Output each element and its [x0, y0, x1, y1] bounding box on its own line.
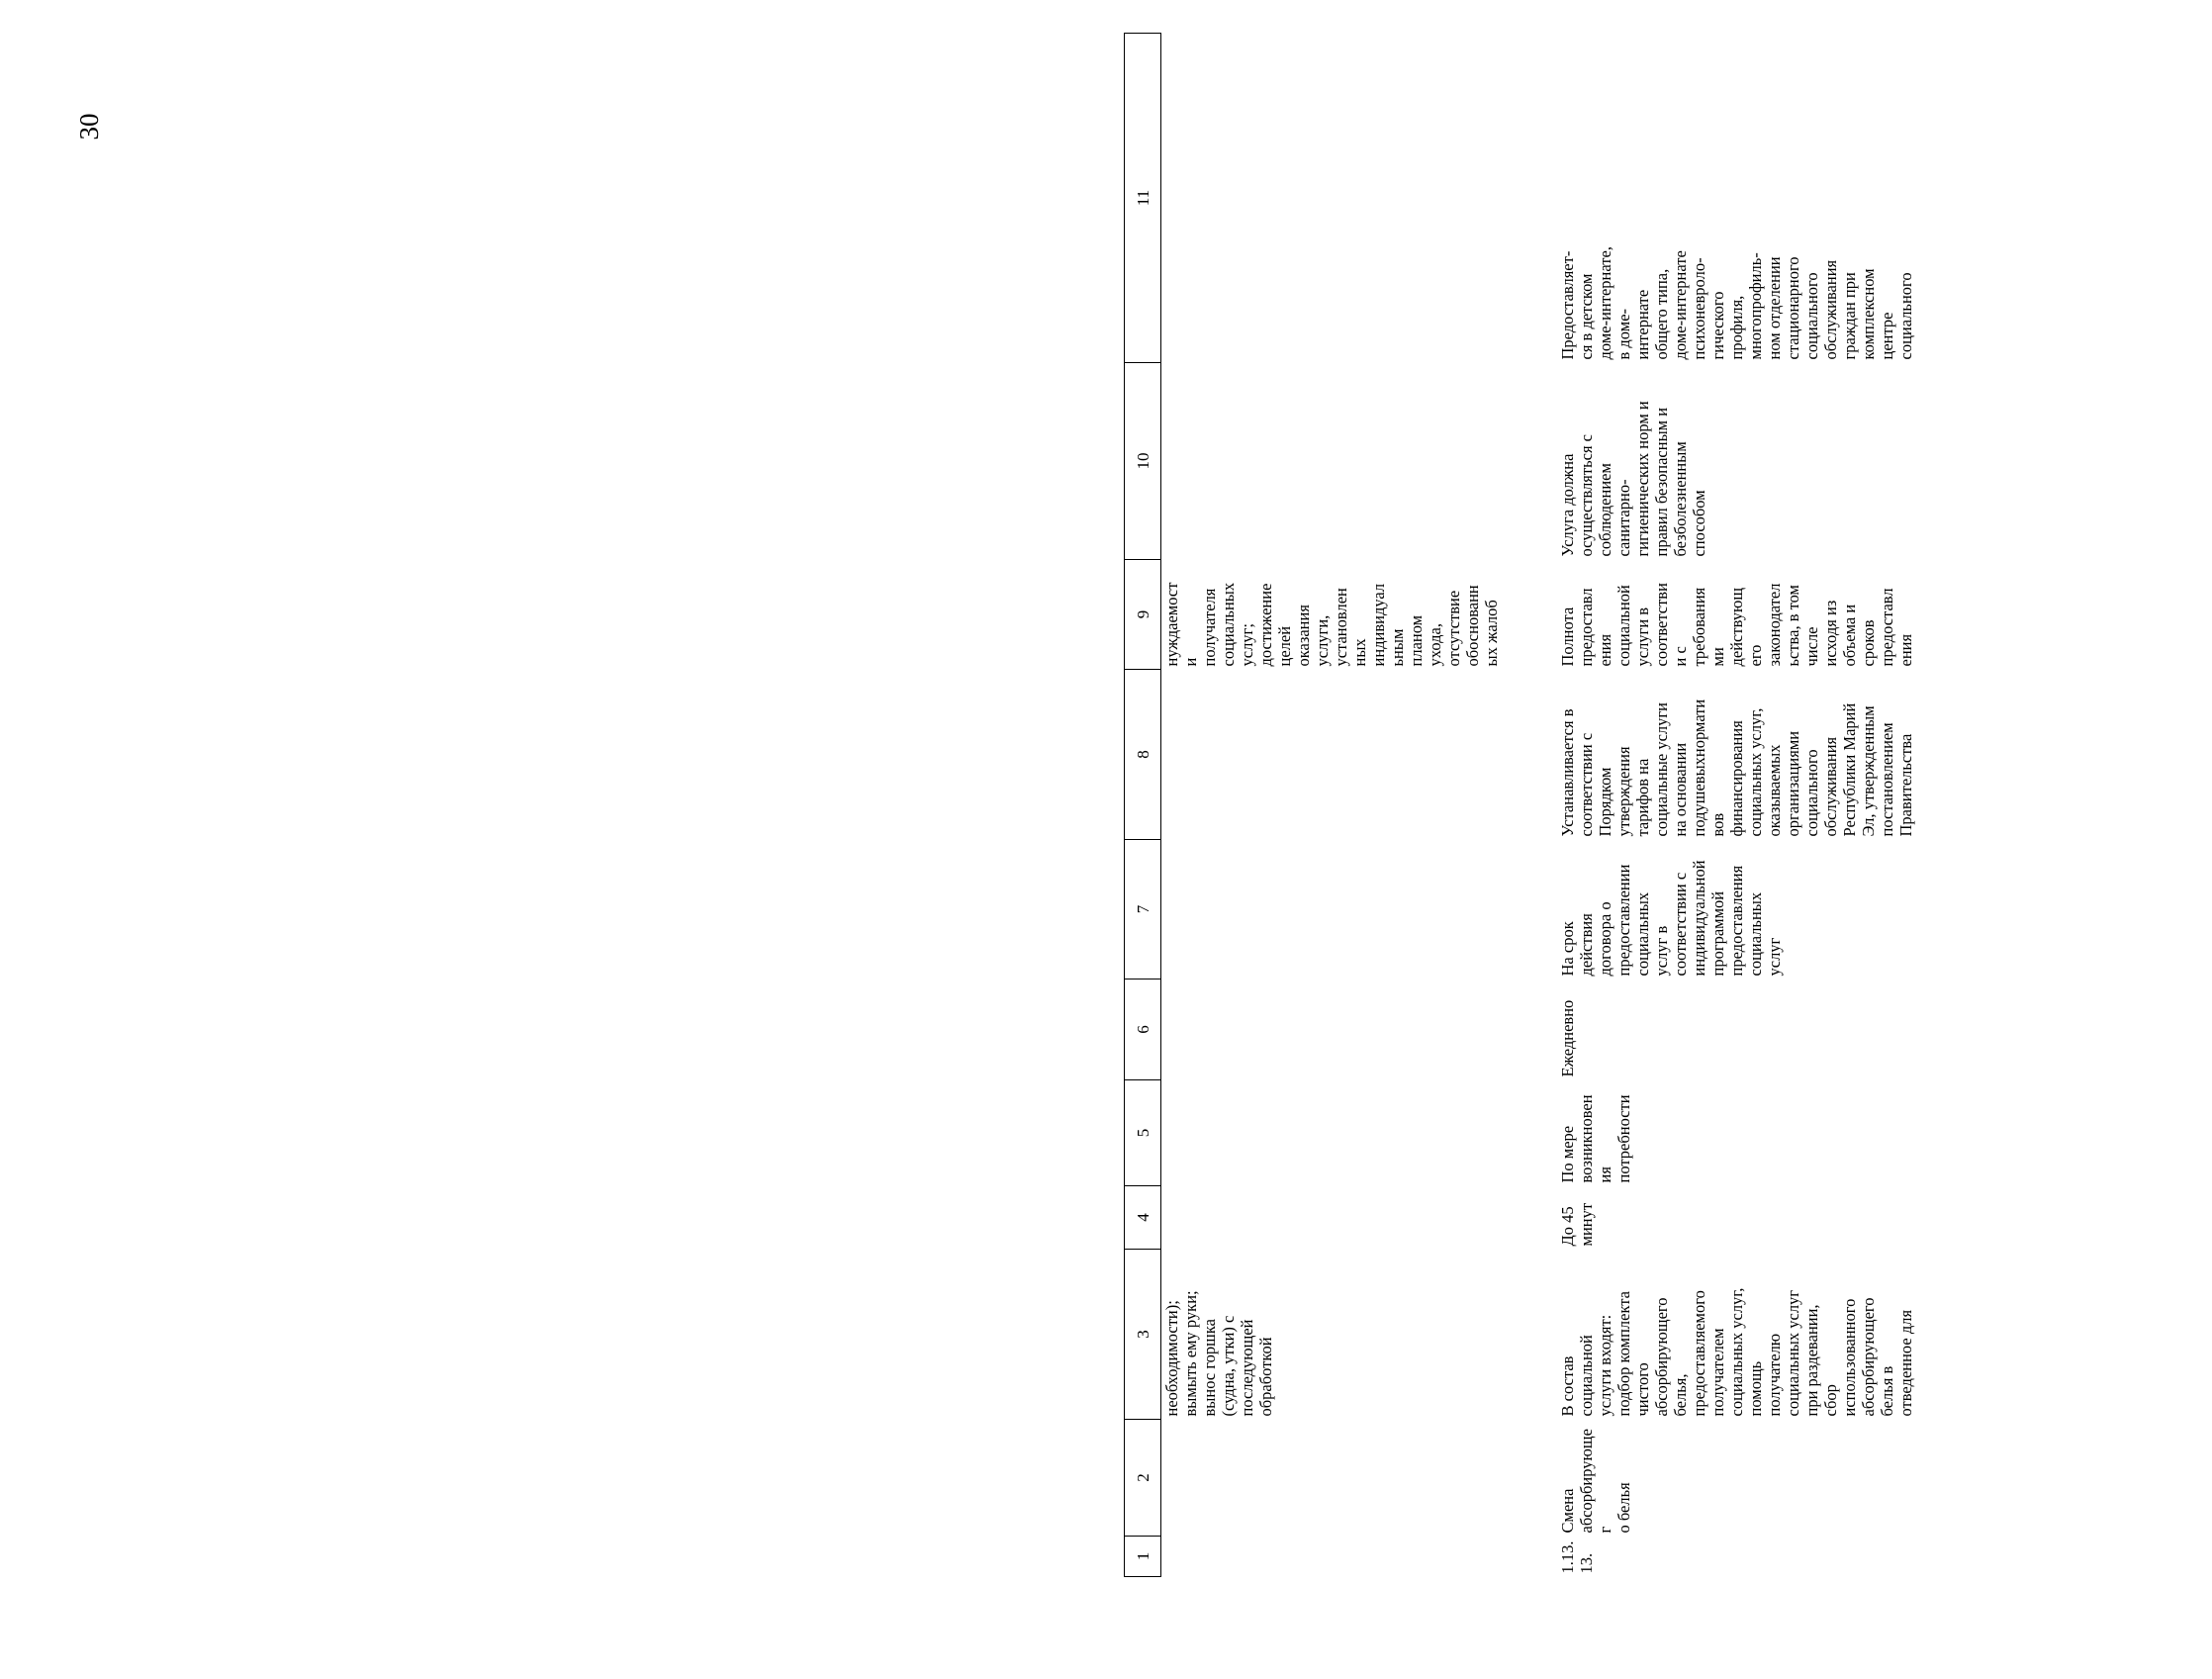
column-number: 11 — [1125, 34, 1161, 363]
cell-periodicity — [1161, 1080, 1557, 1186]
cell-service-name: Смена абсорбирующег о белья — [1557, 1429, 1633, 1534]
cell-frequency: Ежедневно — [1557, 999, 1577, 1077]
cell-notes — [1161, 34, 1557, 363]
cell-number — [1161, 1537, 1557, 1577]
cell-duration: До 45 минут — [1557, 1202, 1596, 1247]
column-number: 8 — [1125, 670, 1161, 840]
cell-frequency — [1161, 979, 1557, 1080]
cell-duration — [1161, 1186, 1557, 1250]
column-number: 3 — [1125, 1250, 1161, 1420]
cell-conditions — [1161, 363, 1557, 560]
cell-conditions: Услуга должна осуществляться с соблюдением санитарно- гигиенических норм и правил безопасным и безболезненным способом — [1557, 401, 1708, 557]
rotated-table-container — [1124, 34, 2212, 1577]
column-number: 5 — [1125, 1080, 1161, 1186]
cell-quality-indicators: нуждаемост и получателя социальных услуг; достижение целей оказания услуги, установлен ных индивидуал ьным планом ухода, отсутствие обоснованн ых жалоб — [1162, 582, 1501, 667]
cell-term: На срок действия договора о предоставлении социальных услуг в соответствии с индивидуальной программой предоставления социальных услуг — [1557, 860, 1784, 977]
cell-periodicity: По мере возникновен ия потребности — [1557, 1094, 1633, 1183]
table-row — [1161, 34, 1557, 1577]
column-number: 4 — [1125, 1186, 1161, 1250]
column-number: 9 — [1125, 560, 1161, 670]
cell-quality-indicators: Полнота предоставл ения социальной услуги в соответстви и с требования ми действующ его законодател ьства, в том числе исходя из объема и сроков предоставл ения — [1557, 583, 1915, 667]
cell-description: В состав социальной услуги входят: подбор комплекта чистого абсорбирующего белья, предоставляемого получателем социальных услуг, помощь получателю социальных услуг при раздевании, сбор использованного абсорбирующего белья в отведенное для — [1557, 1287, 1915, 1417]
cell-cost: Устанавливается в соответствии с Порядком утверждения тарифов на социальные услуги на основании подушевыхнормати вов финансирования социальных услуг, оказываемых организациями социального обслуживания Республики Марий Эл, утвержденным постановлением Правительства — [1557, 699, 1915, 837]
column-number: 2 — [1125, 1420, 1161, 1537]
column-number: 10 — [1125, 363, 1161, 560]
table-row — [1557, 34, 1953, 1577]
cell-term — [1161, 840, 1557, 979]
column-number: 6 — [1125, 979, 1161, 1080]
cell-notes: Предоставляет- ся в детском доме-интернате, в доме- интернате общего типа, доме-интернате психоневроло- гического профиля, многопрофиль- ном отделении стационарного социального обслуживания граждан при комплексном центре социального — [1557, 246, 1915, 360]
column-number-row — [1125, 34, 1161, 1577]
page-number: 30 — [74, 113, 104, 140]
cell-description: необходимости); вымыть ему руки; вынос горшка (судна, утки) с последующей обработкой — [1162, 1290, 1275, 1417]
cell-service-name — [1161, 1420, 1557, 1537]
column-number: 1 — [1125, 1537, 1161, 1577]
cell-cost — [1161, 670, 1557, 840]
services-table — [1124, 33, 1953, 1577]
cell-number: 1.13. 13. — [1557, 1540, 1596, 1574]
column-number: 7 — [1125, 840, 1161, 979]
